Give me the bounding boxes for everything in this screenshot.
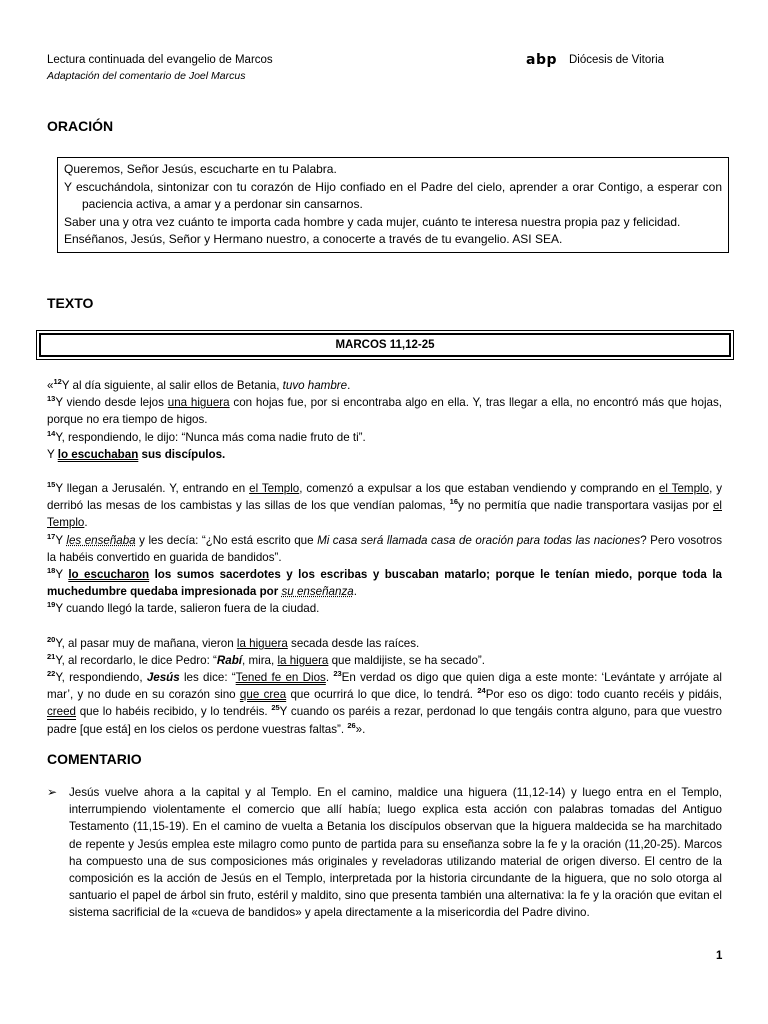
prayer-box <box>57 157 729 253</box>
verse-21: $^{21}$Y, al recordarlo, le dice Pedro: “Rabí, mira, la higuera que maldijiste, se ha secado”. <box>47 651 485 667</box>
gospel-text <box>47 377 722 738</box>
prayer-line: Y escuchándola, sintonizar con tu corazón de Hijo confiado en el Padre del cielo, aprender a orar Contigo, a esperar con paciencia activa, a amar y a perdonar sin cansarnos. <box>64 179 722 211</box>
document-header <box>47 52 273 84</box>
page-number: 1 <box>716 950 723 962</box>
scripture-reference: MARCOS 11,12-25 <box>39 333 731 357</box>
prayer-line: Enséñanos, Jesús, Señor y Hermano nuestro, a conocerte a través de tu evangelio. ASI SEA. <box>64 232 563 246</box>
verse-12: «$^{12}$Y al día siguiente, al salir ellos de Betania, tuvo hambre. <box>47 377 351 392</box>
verse-20: $^{20}$Y, al pasar muy de mañana, vieron la higuera secada desde las raíces. <box>47 634 420 650</box>
verses-15-16: $^{15}$Y llegan a Jerusalén. Y, entrando en el Templo, comenzó a expulsar a los que estaban vendiendo y comprando en el Templo, y derribó las mesas de los cambistas y las sillas de los que vendían palomas, $^{16}$y no permitía que nadie transportara vasijas por el Templo. <box>47 480 723 530</box>
header-subtitle: Adaptación del comentario de Joel Marcus <box>47 70 246 82</box>
oracion-heading: ORACIÓN <box>47 118 114 134</box>
scripture-reference-box <box>36 330 734 360</box>
header-organization <box>526 52 664 68</box>
verse-13: $^{13}$Y viendo desde lejos una higuera con hojas fue, por si encontraba algo en ella. Y, tras llegar a ella, no encontró más que hojas, porque no era tiempo de higos. <box>47 394 722 427</box>
organization-name: Diócesis de Vitoria <box>569 54 665 66</box>
prayer-line: Queremos, Señor Jesús, escucharte en tu Palabra. <box>64 162 337 176</box>
texto-heading: TEXTO <box>47 295 94 311</box>
comment-paragraph: Jesús vuelve ahora a la capital y al Templo. En el camino, maldice una higuera (11,12-14) y luego entra en el Templo, interrumpiendo violentamente el comercio que allí había; luego explica esta acción con palabras tomadas del Antiguo Testamento (11,15-19). En el camino de vuelta a Betania los discípulos observan que la higuera maldecida se ha marchitado de repente y Jesús emplea este milagro como punto de partida para su enseñanza sobre la fe y la oración (11,20-25). Marcos ha compuesto una de sus composiciones más originales y reveladoras utilizando material de origen diverso. El centro de la composición es la acción de Jesús en el Templo, interpretada por la historia circundante de la higuera, que no solo otorga al santuario el papel de árbol sin fruto, estéril y maldito, sino que presenta también una alternativa: la fe y la oración que evitan el sistema sacrificial de la «cueva de bandidos» y apela directamente a la misericordia del Padre divino. <box>69 786 722 920</box>
verse-18: $^{18}$Y lo escucharon los sumos sacerdotes y los escribas y buscaban matarlo; porque le tenían miedo, porque toda la muchedumbre quedaba impresionada por su enseñanza. <box>47 566 722 599</box>
bullet-arrow-icon: ➢ <box>47 785 58 799</box>
comentario-heading: COMENTARIO <box>47 751 142 767</box>
header-title: Lectura continuada del evangelio de Marcos <box>47 54 273 66</box>
prayer-line: Saber una y otra vez cuánto te importa cada hombre y cada mujer, cuánto te interesa nuestra propia paz y felicidad. <box>64 214 681 229</box>
verse-17: $^{17}$Y les enseñaba y les decía: “¿No está escrito que Mi casa será llamada casa de oración para todas las naciones? Pero vosotros la habéis convertido en guarida de bandidos”. <box>47 531 722 564</box>
verse-14: $^{14}$Y, respondiendo, le dijo: “Nunca más coma nadie fruto de ti”. <box>47 428 366 444</box>
comment-item <box>47 784 722 922</box>
verses-22-26: $^{22}$Y, respondiendo, Jesús les dice: “Tened fe en Dios. $^{23}$En verdad os digo que quien diga a este monte: ‘Levántate y arrójate al mar’, y no dude en su corazón sino que crea que ocurrirá lo que dice, lo tendrá. $^{24}$Por eso os digo: todo cuanto recéis y pidáis, creed que lo habéis recibido, y lo tendréis. $^{25}$Y cuando os paréis a rezar, perdonad lo que tengáis contra alguno, para que vuestro padre [que está] en los cielos os perdone vuestras faltas”. $^{26}$». <box>47 669 723 736</box>
verse-14-continuation: Y lo escuchaban sus discípulos. <box>47 447 226 461</box>
abp-logo: abp <box>526 52 557 68</box>
verse-19: $^{19}$Y cuando llegó la tarde, salieron fuera de la ciudad. <box>47 600 320 616</box>
